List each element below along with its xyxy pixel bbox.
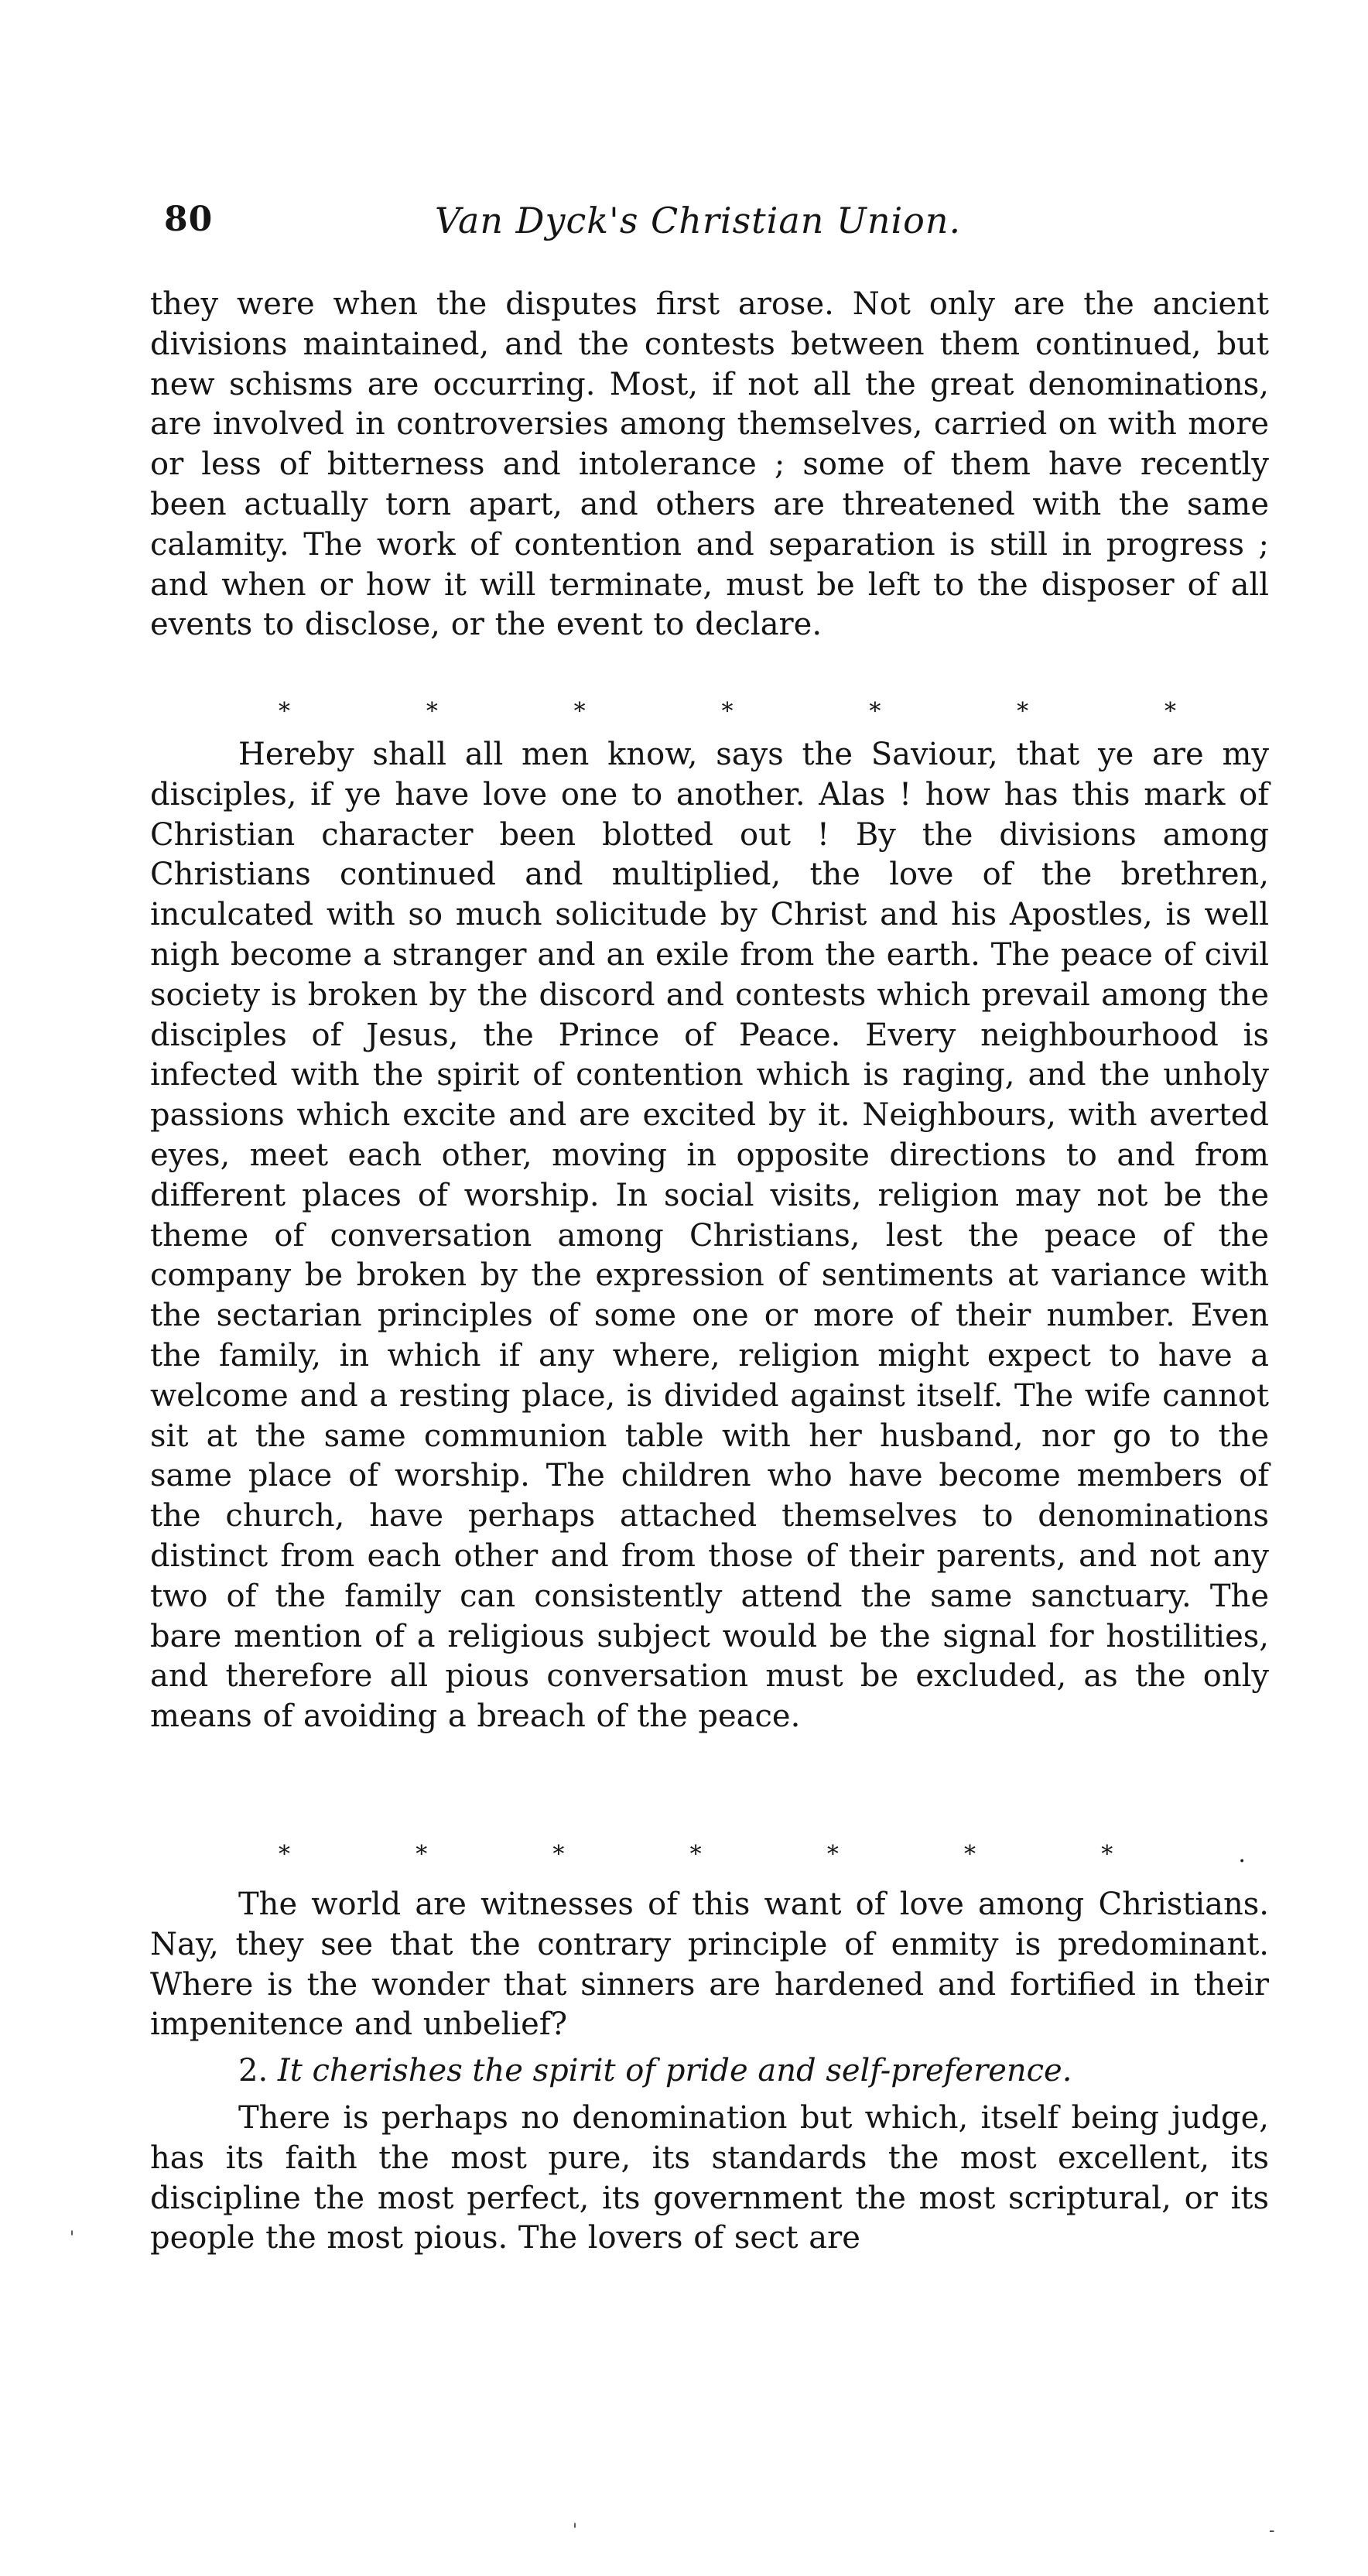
asterisk: * xyxy=(689,1841,702,1868)
running-title: Van Dyck's Christian Union. xyxy=(435,200,962,241)
paragraph-hereby: Hereby shall all men know, says the Saviour, that ye are my disciples, if ye have love one to another. Alas ! how has this mark of Christian character been blotted out ! By the divisions among Christians continued and multiplied, the love of the brethren, inculcated with so much solicitude by Christ and his Apostles, is well nigh become a stranger and an exile from the earth. The peace of civil society is broken by the discord and contests which prevail among the disciples of Jesus, the Prince of Peace. Every neighbourhood is infected with the spirit of contention which is raging, and the unholy passions which excite and are excited by it. Neighbours, with averted eyes, meet each other, moving in opposite directions to and from different places of worship. In social visits, religion may not be the theme of conversation among Christians, lest the peace of the company be broken by the expression of sentiments at variance with the sectarian principles of some one or more of their number. Even the family, in which if any where, religion might expect to have a welcome and a resting place, is divided against itself. The wife cannot sit at the same communion table with her husband, nor go to the same place of worship. The children who have become members of the church, have perhaps attached themselves to denominations distinct from each other and from those of their parents, and not any two of the family can consistently attend the same sanctuary. The bare mention of a religious subject would be the signal for hostilities, and therefore all pious conversation must be excluded, as the only means of avoiding a breach of the peace. xyxy=(150,737,1269,1735)
paragraph-world-witnesses: The world are witnesses of this want of love among Christians. Nay, they see that the contrary principle of enmity is predominant. Where is the wonder that sinners are hardened and fortified in their impenitence and unbelief? xyxy=(150,1887,1269,2043)
asterisk: * xyxy=(279,698,290,725)
page-number: 80 xyxy=(164,200,214,239)
print-speck: ' xyxy=(573,2521,578,2540)
section-break-asterisks xyxy=(279,700,1176,724)
asterisk: * xyxy=(1017,698,1029,725)
asterisk: * xyxy=(279,1841,290,1868)
period-mark: . xyxy=(1238,1841,1246,1868)
paragraph-denomination: There is perhaps no denomination but which, itself being judge, has its faith the most pure, its standards the most excellent, its discipline the most perfect, its government the most scriptural, or its people the most pious. The lovers of sect are xyxy=(150,2100,1269,2256)
asterisk: * xyxy=(1101,1841,1113,1868)
asterisk: * xyxy=(721,698,734,725)
section-break-asterisks-2 xyxy=(279,1843,1246,1866)
section-heading xyxy=(238,2051,1072,2091)
page-header xyxy=(164,200,1271,246)
asterisk: * xyxy=(1164,698,1176,725)
asterisk: * xyxy=(573,698,586,725)
print-speck: ' xyxy=(70,2229,75,2248)
asterisk: * xyxy=(552,1841,565,1868)
asterisk: * xyxy=(869,698,881,725)
asterisk: * xyxy=(416,1841,428,1868)
heading-text: It cherishes the spirit of pride and self-preference. xyxy=(277,2053,1072,2089)
asterisk: * xyxy=(426,698,438,725)
asterisk: * xyxy=(826,1841,839,1868)
print-speck: - xyxy=(1269,2521,1275,2540)
asterisk: * xyxy=(964,1841,976,1868)
heading-number: 2. xyxy=(238,2053,268,2089)
paragraph-continuation: they were when the disputes first arose. Not only are the ancient divisions maintained, and the contests between them continued, but new schisms are occurring. Most, if not all the great denominations, are involved in controversies among themselves, carried on with more or less of bitterness and intolerance ; some of them have recently been actually torn apart, and others are threatened with the same calamity. The work of contention and separation is still in progress ; and when or how it will terminate, must be left to the disposer of all events to disclose, or the event to declare. xyxy=(150,286,1269,643)
